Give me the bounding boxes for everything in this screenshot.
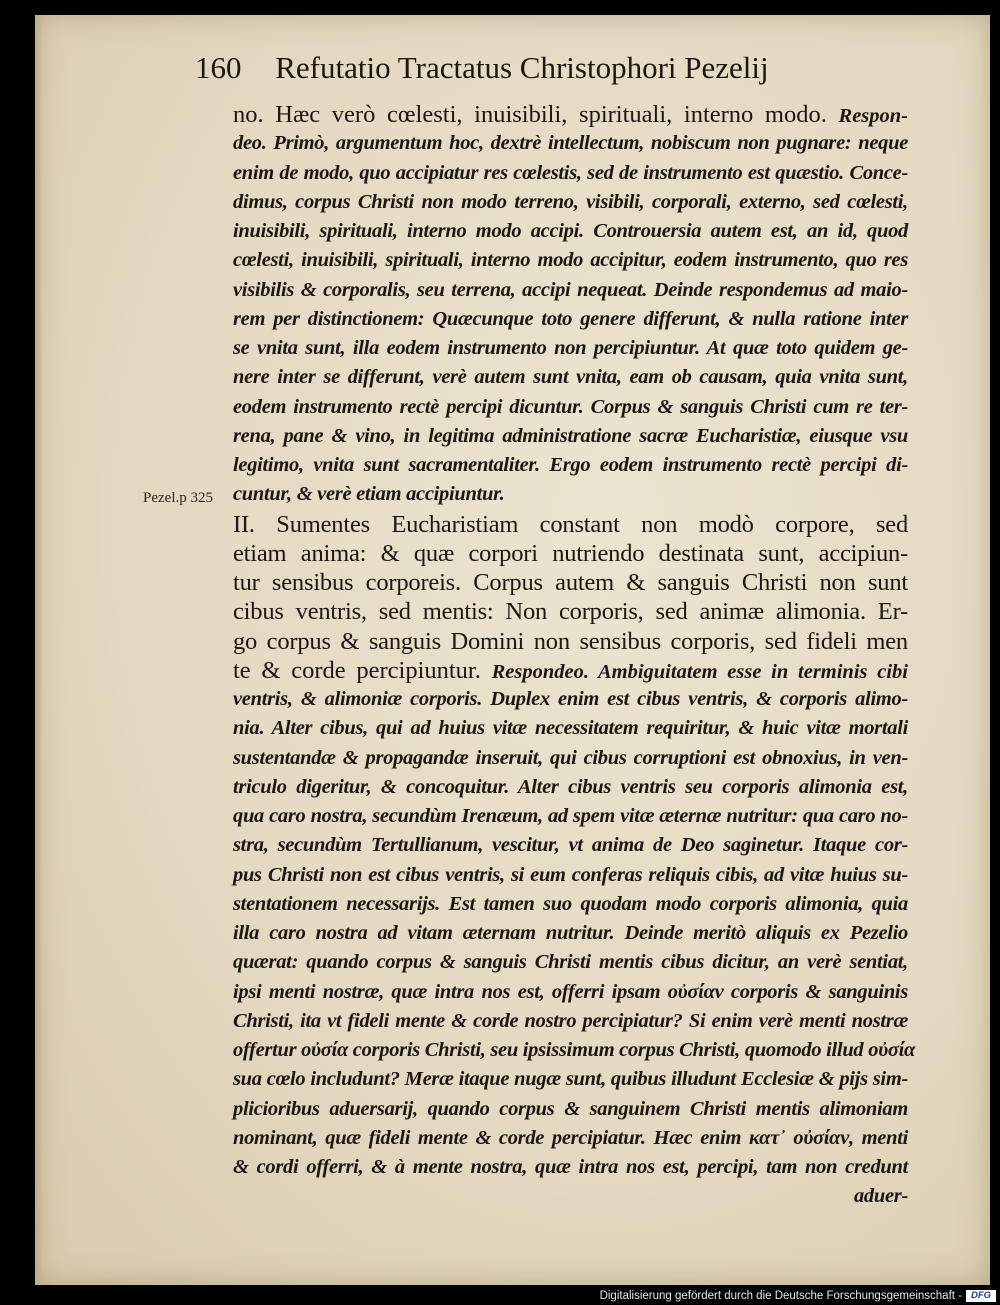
text-line: eodem instrumento rectè percipi dicuntur. Corpus & sanguis Christi cum re ter- — [233, 395, 908, 418]
page-gutter-shadow — [35, 15, 43, 1285]
text-line: quærat: quando corpus & sanguis Christi mentis cibus dicitur, an verè sentiat, — [233, 951, 908, 974]
text-line: etiam anima: & quæ corpori nutriendo destinata sunt, accipiun- — [233, 539, 908, 567]
text-line: plicioribus aduersarij, quando corpus & sanguinem Christi mentis alimoniam — [233, 1097, 908, 1120]
text-line: II. Sumentes Eucharistiam constant non modò corpore, sed — [233, 510, 908, 538]
text-line: legitimo, vnita sunt sacramentaliter. Ergo eodem instrumento rectè percipi di- — [233, 454, 908, 476]
text-line: Christi, ita vt fideli mente & corde nostro percipiatur? Si enim verè menti nostræ — [233, 1009, 908, 1032]
text-line: & cordi offerri, & à mente nostra, quæ intra nos est, percipi, tam non credunt — [233, 1156, 908, 1178]
text-line: sustentandæ & propagandæ inseruit, qui cibus corruptioni est obnoxius, in ven- — [233, 746, 908, 769]
text-line: nominant, quæ fideli mente & corde percipiatur. Hæc enim κατ᾽ οὐσίαν, menti — [233, 1126, 908, 1149]
text-line: rena, pane & vino, in legitima administratione sacræ Eucharistiæ, eiusque vsu — [233, 424, 908, 447]
running-title: Refutatio Tractatus Christophori Pezelij — [275, 50, 769, 85]
text-line: rem per distinctionem: Quæcunque toto genere differunt, & nulla ratione inter — [233, 307, 908, 330]
text-line: stra, secundùm Tertullianum, vescitur, vt anima de Deo saginetur. Itaque cor- — [233, 834, 908, 857]
running-head — [195, 50, 769, 86]
text-line — [233, 100, 908, 129]
text-segment: Respon- — [838, 105, 908, 127]
text-segment: te & corde percipiuntur. — [233, 656, 492, 684]
page-number: 160 — [195, 50, 242, 85]
text-line: sua cœlo includunt? Meræ itaque nugæ sunt, quibus illudunt Ecclesiæ & pijs sim- — [233, 1068, 908, 1091]
text-line: triculo digeritur, & concoquitur. Alter cibus ventris seu corporis alimonia est, — [233, 775, 908, 798]
text-line: qua caro nostra, secundùm Irenæum, ad spem vitæ æternæ nutritur: qua caro no- — [233, 805, 908, 827]
text-line: offertur οὐσία corporis Christi, seu ipsissimum corpus Christi, quomodo illud οὐσία — [233, 1039, 916, 1061]
text-line: se vnita sunt, illa eodem instrumento non percipiuntur. At quæ toto quidem ge- — [233, 337, 908, 359]
text-line: dimus, corpus Christi non modo terreno, visibili, corporali, externo, sed cœlesti, — [233, 190, 908, 213]
text-line: cibus ventris, sed mentis: Non corporis, sed animæ alimonia. Er- — [233, 598, 908, 626]
text-line: tur sensibus corporeis. Corpus autem & sanguis Christi non sunt — [233, 569, 908, 596]
text-line: stentationem necessarijs. Est tamen suo quodam modo corporis alimonia, quia — [233, 892, 908, 915]
text-line: aduer- — [853, 1185, 908, 1208]
text-line: ipsi menti nostræ, quæ intra nos est, offerri ipsam οὐσίαν corporis & sanguinis — [233, 980, 908, 1003]
dfg-logo: DFG — [966, 1290, 996, 1302]
text-line: illa caro nostra ad vitam æternam nutritur. Deinde meritò aliquis ex Pezelio — [233, 922, 908, 944]
digitization-credit: Digitalisierung gefördert durch die Deutsche Forschungsgemeinschaft - — [599, 1290, 962, 1302]
text-line: enim de modo, quo accipiatur res cœlestis, sed de instrumento est quæstio. Conce- — [233, 161, 908, 184]
text-line: nere inter se differunt, verè autem sunt vnita, eam ob causam, quia vnita sunt, — [233, 366, 908, 389]
text-segment: no. Hæc verò cœlesti, inuisibili, spirituali, interno modo. — [233, 101, 839, 128]
text-line: pus Christi non est cibus ventris, si eum conferas reliquis cibis, ad vitæ huius su- — [233, 863, 908, 886]
text-line: nia. Alter cibus, qui ad huius vitæ necessitatem requiritur, & huic vitæ mortali — [233, 717, 908, 740]
text-segment: Respondeo. Ambiguitatem esse in terminis cibi — [491, 660, 908, 683]
body-text — [233, 100, 916, 1212]
text-line: cœlesti, inuisibili, spirituali, interno modo accipitur, eodem instrumento, quo res — [233, 249, 908, 272]
text-line: visibilis & corporalis, seu terrena, accipi nequeat. Deinde respondemus ad maio- — [233, 278, 908, 301]
text-line: deo. Primò, argumentum hoc, dextrè intellectum, nobiscum non pugnare: neque — [233, 132, 908, 155]
text-line: inuisibili, spirituali, interno modo accipi. Controuersia autem est, an id, quod — [233, 220, 908, 242]
text-line: go corpus & sanguis Domini non sensibus corporis, sed fideli men — [233, 627, 908, 655]
text-line — [233, 656, 908, 685]
text-line: cuntur, & verè etiam accipiuntur. — [233, 483, 505, 506]
marginal-note: Pezel.p 325 — [143, 490, 213, 506]
text-line: ventris, & alimoniæ corporis. Duplex enim est cibus ventris, & corporis alimo- — [233, 688, 908, 710]
